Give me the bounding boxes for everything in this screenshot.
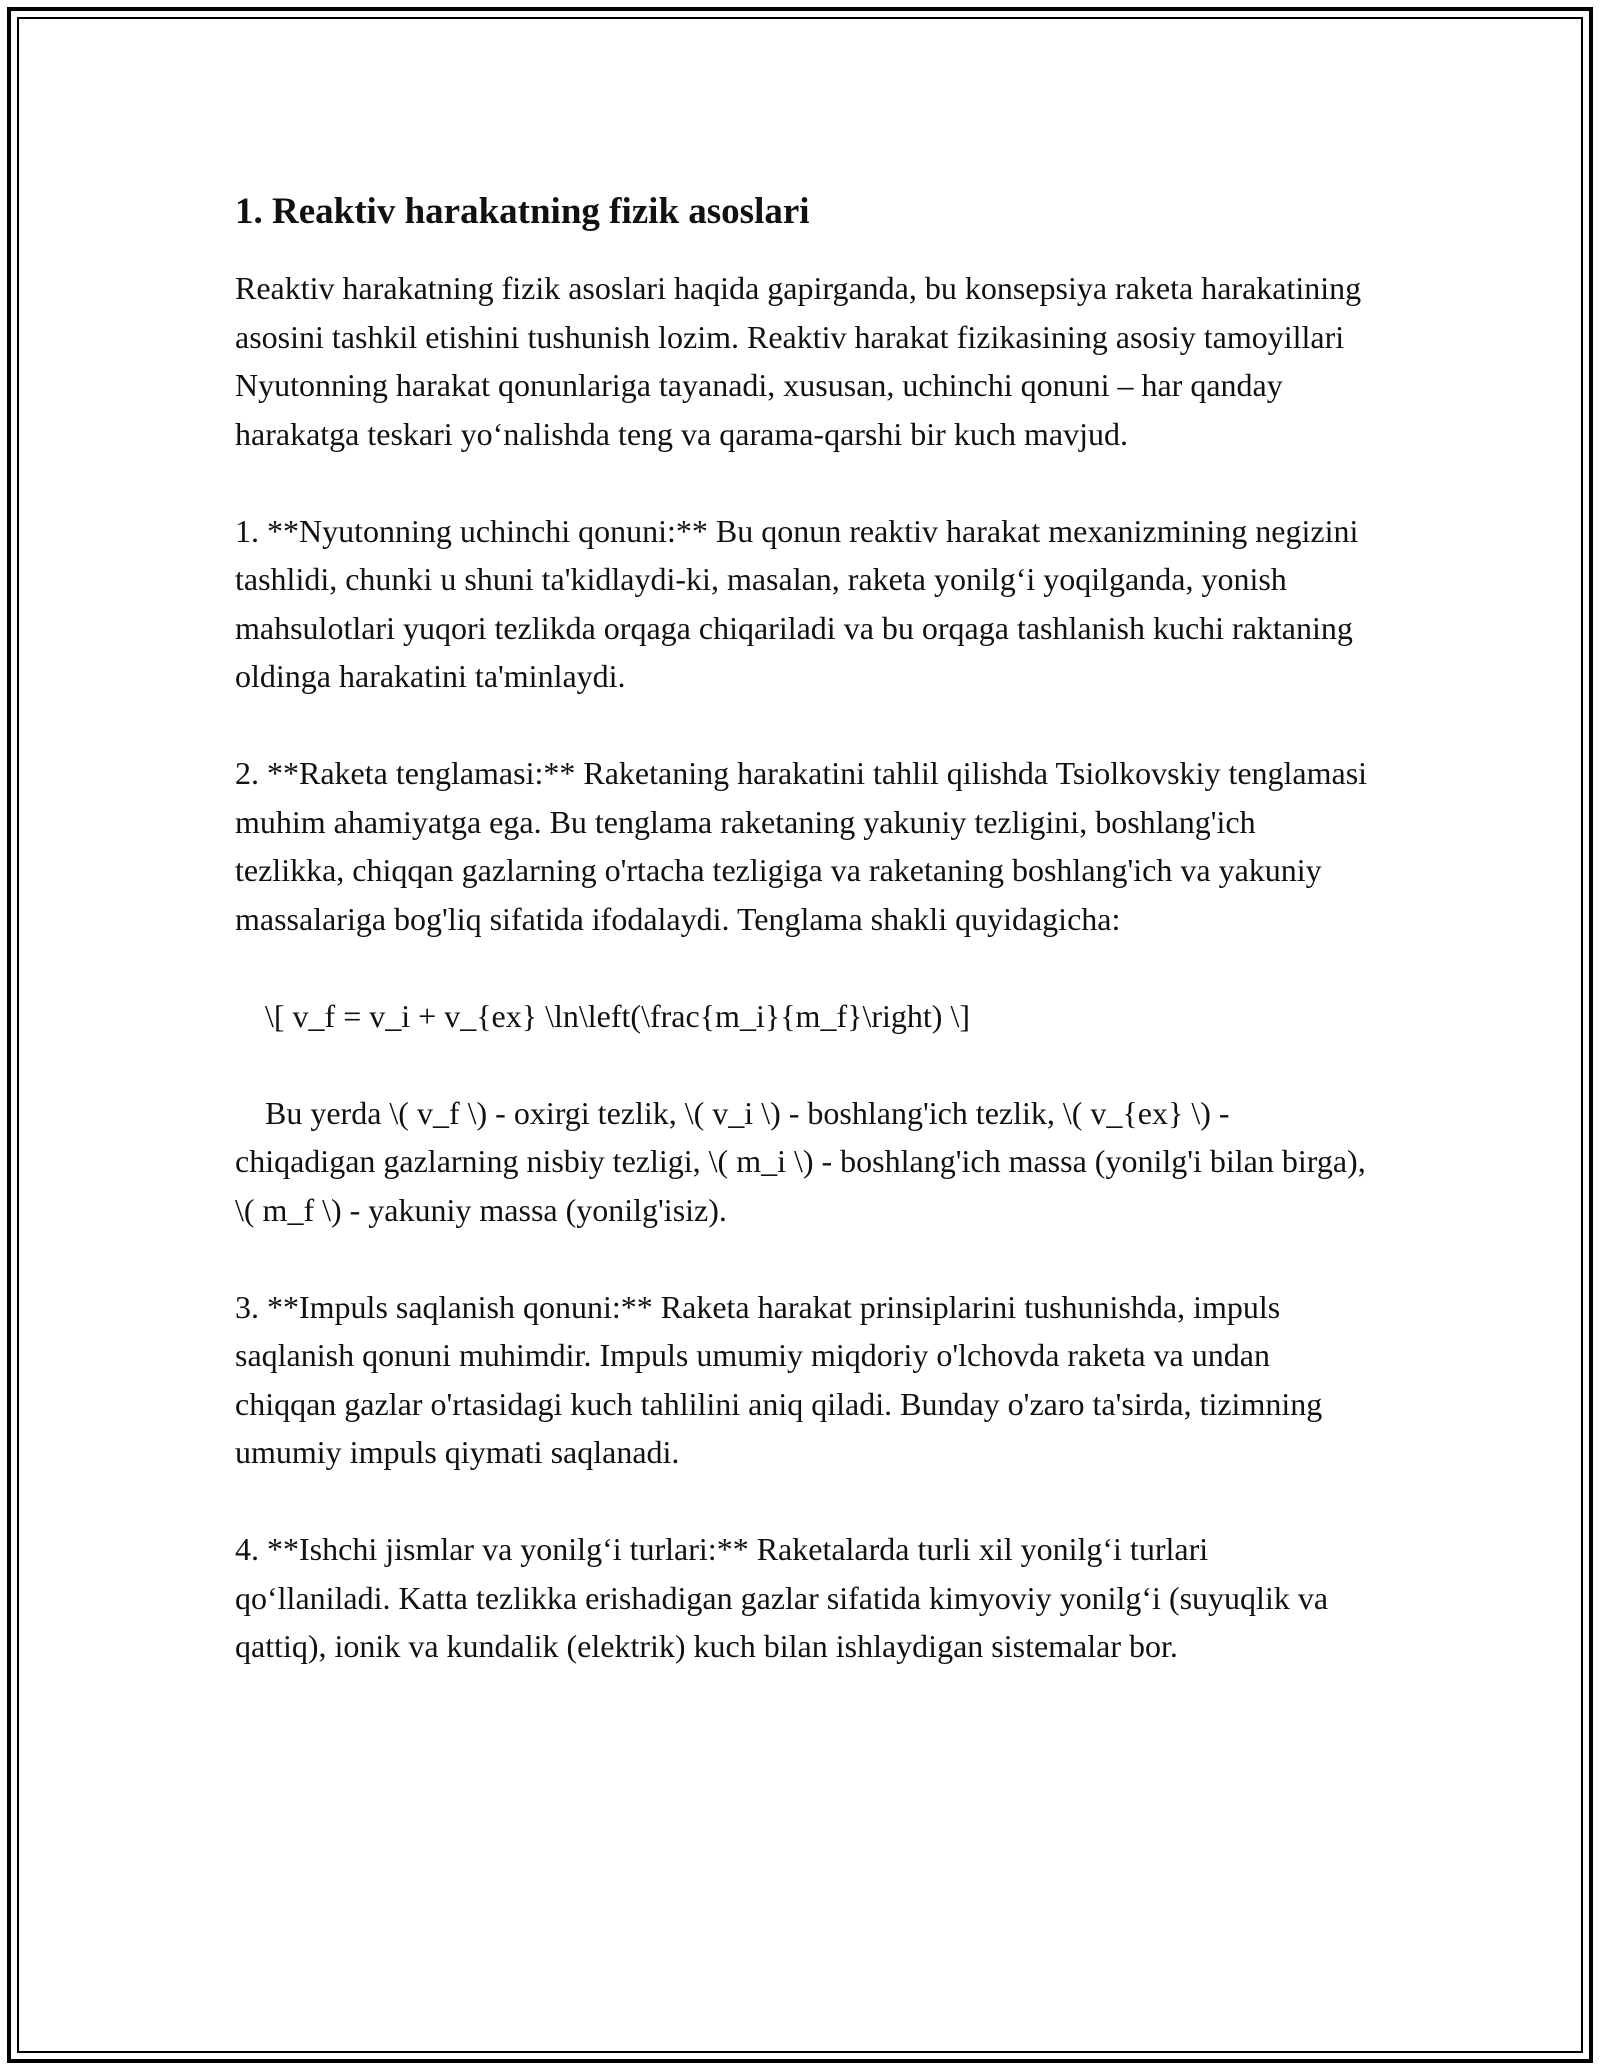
intro-paragraph: Reaktiv harakatning fizik asoslari haqida gapirganda, bu konsepsiya raketa harakatining asosini tashkil etishini tushunish lozim. Reaktiv harakat fizikasining asosiy tamoyillari Nyutonning harakat qonunlariga tayanadi, xususan, uchinchi qonuni – har qanday harakatga teskari yo‘nalishda teng va qarama-qarshi bir kuch mavjud.: [235, 270, 1370, 452]
paragraph-spacer: [235, 1477, 1370, 1526]
rocket-equation-formula: \[ v_f = v_i + v_{ex} \ln\left(\frac{m_i}{m_f}\right) \]: [265, 997, 970, 1034]
document-body: [235, 186, 1376, 1671]
list-item-newton-third-law: 1. **Nyutonning uchinchi qonuni:** Bu qonun reaktiv harakat mexanizmining negizini tashlidi, chunki u shuni ta'kidlaydi-ki, masalan, raketa yonilg‘i yoqilganda, yonish mahsulotlari yuqori tezlikda orqaga chiqariladi va bu orqaga tashlanish kuchi raktaning oldinga harakatini ta'minlaydi.: [235, 512, 1367, 694]
paragraph-spacer: [235, 701, 1370, 750]
section-heading: 1. Reaktiv harakatning fizik asoslari: [235, 191, 810, 232]
list-item-momentum-conservation: 3. **Impuls saqlanish qonuni:** Raketa harakat prinsiplarini tushunishda, impuls saqlanish qonuni muhimdir. Impuls umumiy miqdoriy o'lchovda raketa va undan chiqqan gazlar o'rtasidagi kuch tahlilini aniq qiladi. Bunday o'zaro ta'sirda, tizimning umumiy impuls qiymati saqlanadi.: [235, 1288, 1331, 1470]
paragraph-spacer: [235, 943, 1370, 992]
paragraph-spacer: [235, 1234, 1370, 1283]
paragraph-spacer: [235, 1040, 1370, 1089]
list-item-propellant-types: 4. **Ishchi jismlar va yonilg‘i turlari:** Raketalarda turli xil yonilg‘i turlari qo‘llaniladi. Katta tezlikka erishadigan gazlar sifatida kimyoviy yonilg‘i (suyuqlik va qattiq), ionik va kundalik (elektrik) kuch bilan ishlaydigan sistemalar bor.: [235, 1531, 1337, 1664]
paragraph-spacer: [235, 458, 1370, 507]
formula-explanation: Bu yerda \( v_f \) - oxirgi tezlik, \( v_i \) - boshlang'ich tezlik, \( v_{ex} \) - chiqadigan gazlarning nisbiy tezligi, \( m_i \) - boshlang'ich massa (yonilg'i bilan birga), \( m_f \) - yakuniy massa (yonilg'isiz).: [235, 1094, 1374, 1228]
list-item-rocket-equation: 2. **Raketa tenglamasi:** Raketaning harakatini tahlil qilishda Tsiolkovskiy tenglamasi muhim ahamiyatga ega. Bu tenglama raketaning yakuniy tezligini, boshlang'ich tezlikka, chiqqan gazlarning o'rtacha tezligiga va raketaning boshlang'ich va yakuniy massalariga bog'liq sifatida ifodalaydi. Tenglama shakli quyidagicha:: [235, 755, 1376, 937]
